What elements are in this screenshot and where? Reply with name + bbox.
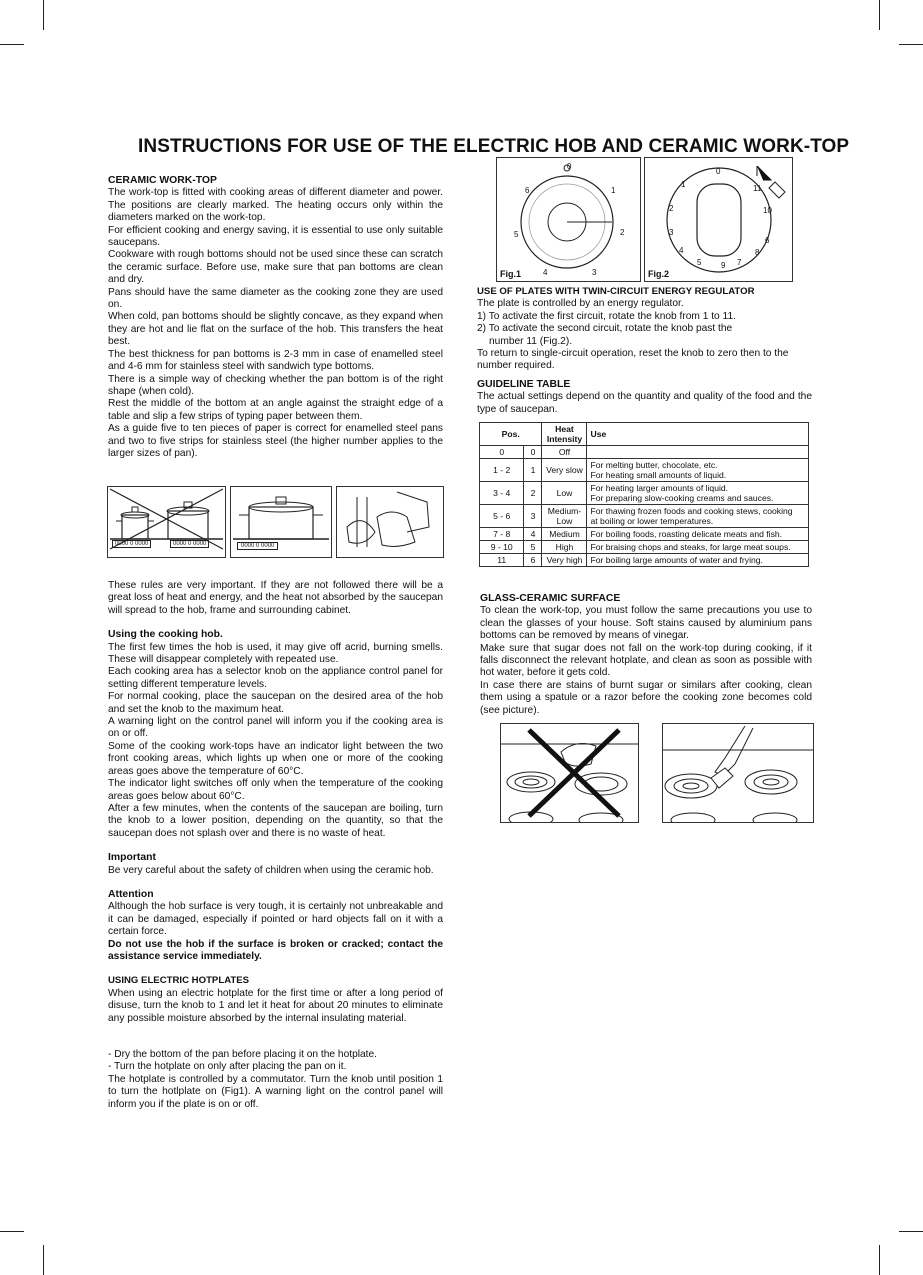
table-cell: For boiling large amounts of water and frying. [587, 554, 809, 567]
dial-number: 11 [753, 184, 762, 193]
table-cell: 3 - 4 [480, 482, 524, 505]
crop-mark [0, 44, 24, 45]
paragraph: After a few minutes, when the contents of the saucepan are boiling, turn the knob to a lower position, depending on the quantity, so that the saucepan does not splash over and there is no waste of heat. [108, 802, 443, 839]
table-cell: 1 [524, 459, 542, 482]
table-cell: Low [542, 482, 587, 505]
list-item: 2) To activate the second circuit, rotate the knob past the [477, 323, 733, 335]
guideline-table-wrap [479, 422, 809, 567]
table-cell: Off [542, 446, 587, 459]
dial-number: 3 [592, 268, 597, 277]
use-line: For preparing slow-cooking creams and sauces. [590, 493, 774, 503]
left-column-top [108, 175, 443, 460]
paragraph: The work-top is fitted with cooking areas of different diameter and power. The positions are clearly marked. The heating occurs only within the diameters marked on the work-top. [108, 187, 443, 224]
dial-number: 5 [514, 230, 519, 239]
paragraph: The actual settings depend on the quantity and quality of the food and the type of saucepan. [477, 391, 812, 415]
table-cell: 0 [524, 446, 542, 459]
pan-check-illustration [336, 486, 444, 558]
section-heading: Using the cooking hob. [108, 629, 223, 641]
crop-mark [899, 1231, 923, 1232]
dial-number: 2 [620, 228, 625, 237]
list-item: number 11 (Fig.2). [489, 335, 573, 347]
table-cell: 3 [524, 505, 542, 528]
column-header: Pos. [480, 423, 542, 446]
crop-mark [43, 0, 44, 30]
paragraph: Some of the cooking work-tops have an indicator light between the two front cooking areas, which lights up when one or more of the cooking areas goes above the temperature of 60°C. [108, 740, 443, 777]
table-row [480, 482, 809, 505]
scale-label: 0000 0 0000 [237, 542, 278, 550]
figure-label: Fig.1 [500, 269, 522, 279]
figure-1 [496, 157, 641, 282]
column-header: Use [587, 423, 809, 446]
dial-number: 6 [525, 186, 530, 195]
paragraph: The hotplate is controlled by a commutator. Turn the knob until position 1 to turn the hotlplate on (Fig1). A warning light on the control panel will inform you if the plate is on or off. [108, 1073, 443, 1110]
paragraph: Rest the middle of the bottom at an angle against the straight edge of a table and slip a few strips of typing paper between them. [108, 398, 443, 422]
page-title: INSTRUCTIONS FOR USE OF THE ELECTRIC HOB AND CERAMIC WORK-TOP [138, 136, 850, 157]
dial-number: 2 [669, 204, 674, 213]
dial-number: 8 [755, 248, 760, 257]
table-cell: Very high [542, 554, 587, 567]
table-row [480, 505, 809, 528]
paragraph: Be very careful about the safety of children when using the ceramic hob. [108, 864, 434, 876]
table-cell: 9 - 10 [480, 541, 524, 554]
figure-label: Fig.2 [648, 269, 670, 279]
paragraph: To clean the work-top, you must follow the same precautions you use to clean the glasses of your house. Soft stains caused by aluminium pans bottoms can be removed by means of vinegar. [480, 605, 812, 642]
warning-text: Do not use the hob if the surface is broken or cracked; contact the assistance service immediately. [108, 938, 443, 962]
pan-illustration-correct [230, 486, 332, 558]
paragraph: Although the hob surface is very tough, it is certainly not unbreakable and it can be damaged, especially if pointed or hard objects fall on it with a certain force. [108, 901, 443, 938]
table-cell: Medium [542, 528, 587, 541]
paragraph: Each cooking area has a selector knob on the appliance control panel for setting different temperature levels. [108, 666, 443, 690]
cleaning-illustration-wrong [500, 723, 639, 823]
table-row [480, 528, 809, 541]
table-row [480, 554, 809, 567]
table-cell: 11 [480, 554, 524, 567]
table-row [480, 446, 809, 459]
dial-number: 1 [611, 186, 616, 195]
paragraph: When using an electric hotplate for the first time or after a long period of disuse, turn the knob to 1 and let it heat for about 20 minutes to eliminate any possible moisture absorbed by the internal insulating material. [108, 987, 443, 1024]
paragraph: To return to single-circuit operation, reset the knob to zero then to the number required. [477, 348, 789, 372]
list-item: - Dry the bottom of the pan before placing it on the hotplate. [108, 1049, 378, 1060]
right-column-bottom [480, 593, 812, 717]
guideline-table [479, 422, 809, 567]
section-heading: Attention [108, 888, 154, 900]
table-cell [587, 482, 809, 505]
paragraph: A warning light on the control panel will inform you if the cooking area is on or off. [108, 716, 443, 740]
use-line: For melting butter, chocolate, etc. [590, 460, 718, 470]
paragraph: The plate is controlled by an energy regulator. [477, 298, 684, 310]
dial-number: 5 [697, 258, 702, 267]
dial-number: 10 [763, 206, 772, 215]
list-item: 1) To activate the first circuit, rotate the knob from 1 to 11. [477, 310, 736, 322]
pan-illustration-wrong [107, 486, 226, 558]
table-cell: 2 [524, 482, 542, 505]
table-cell: 6 [524, 554, 542, 567]
dial-number: 0 [567, 162, 572, 171]
section-heading: USE OF PLATES WITH TWIN-CIRCUIT ENERGY REGULATOR [477, 286, 755, 297]
paragraph: For normal cooking, place the saucepan on the desired area of the hob and set the knob to the maximum heat. [108, 691, 443, 715]
table-header-row [480, 423, 809, 446]
crop-mark [43, 1245, 44, 1275]
paragraph: Make sure that sugar does not fall on the work-top during cooking, if it falls disconnect the relevant hotplate, and clean as soon as possible with hot water, before it gets cold. [480, 642, 812, 679]
left-column-bottom [108, 580, 443, 1111]
table-cell [587, 505, 809, 528]
section-heading: CERAMIC WORK-TOP [108, 175, 217, 186]
dial-number: 7 [737, 258, 742, 267]
section-heading: Important [108, 852, 156, 864]
list-item: - Turn the hotplate on only after placing the pan on it. [108, 1061, 347, 1073]
cleaning-illustration-correct [662, 723, 814, 823]
dial-number: 4 [679, 246, 684, 255]
paragraph: The indicator light switches off only when the temperature of the cooking areas goes below about 60°C. [108, 778, 443, 802]
paragraph: In case there are stains of burnt sugar or similars after cooking, clean them using a spatule or a razor before the cooking zone becomes cold (see picture). [480, 679, 812, 716]
scale-label: 0000 0 0000 [112, 540, 151, 548]
figure-2 [644, 157, 793, 282]
paragraph: There is a simple way of checking whether the pan bottom is of the right shape (when cold). [108, 373, 443, 397]
column-header: Heat Intensity [542, 423, 587, 446]
dial-number: 3 [669, 228, 674, 237]
dial-number: 1 [681, 180, 686, 189]
table-cell: Very slow [542, 459, 587, 482]
table-row [480, 459, 809, 482]
paragraph: For efficient cooking and energy saving, it is essential to use only suitable saucepans. [108, 224, 443, 249]
paragraph: Pans should have the same diameter as the cooking zone they are used on. [108, 286, 443, 311]
paragraph: The first few times the hob is used, it may give off acrid, burning smells. These will disappear completely with repeated use. [108, 641, 443, 666]
crop-mark [879, 1245, 880, 1275]
table-cell [587, 446, 809, 459]
right-column-top [477, 286, 812, 416]
use-line: at boiling or lower temperatures. [590, 516, 714, 526]
table-cell: For braising chops and steaks, for large meat soups. [587, 541, 809, 554]
paragraph: The best thickness for pan bottoms is 2-3 mm in case of enamelled steel and 4-6 mm for stainless steel with sandwich type bottoms. [108, 348, 443, 373]
paragraph: These rules are very important. If they are not followed there will be a great loss of heat and energy, and the heat not absorbed by the saucepan will spread to the hob, frame and surrounding cabinet. [108, 580, 443, 616]
section-heading: GLASS-CERAMIC SURFACE [480, 593, 621, 604]
table-cell: 5 [524, 541, 542, 554]
section-heading: GUIDELINE TABLE [477, 378, 571, 390]
dial-number: 0 [716, 167, 721, 176]
table-cell: 5 - 6 [480, 505, 524, 528]
paragraph: As a guide five to ten pieces of paper is correct for enamelled steel pans and two to five strips for stainless steel (the higher number applies to the larger sizes of pan). [108, 423, 443, 459]
crop-mark [0, 1231, 24, 1232]
crop-mark [879, 0, 880, 30]
table-cell: For boiling foods, roasting delicate meats and fish. [587, 528, 809, 541]
dial-number: 6 [765, 236, 770, 245]
table-cell: High [542, 541, 587, 554]
crop-mark [899, 44, 923, 45]
table-cell: Medium-Low [542, 505, 587, 528]
table-row [480, 541, 809, 554]
paragraph: When cold, pan bottoms should be slightly concave, as they expand when they are hot and lie flat on the surface of the hob. This transfers the heat best. [108, 311, 443, 348]
table-cell: 1 - 2 [480, 459, 524, 482]
table-cell: 0 [480, 446, 524, 459]
table-cell: 7 - 8 [480, 528, 524, 541]
table-cell [587, 459, 809, 482]
dial-number: 4 [543, 268, 548, 277]
paragraph: Cookware with rough bottoms should not be used since these can scratch the ceramic surface. Before use, make sure that pan bottoms are clean and dry. [108, 249, 443, 286]
dial-number: 9 [721, 261, 726, 270]
section-heading: USING ELECTRIC HOTPLATES [108, 975, 250, 987]
use-line: For heating small amounts of liquid. [590, 470, 727, 480]
use-line: For heating larger amounts of liquid. [590, 483, 729, 493]
scale-label: 0000 0 0000 [170, 540, 209, 548]
table-cell: 4 [524, 528, 542, 541]
use-line: For thawing frozen foods and cooking stews, cooking [590, 506, 793, 516]
